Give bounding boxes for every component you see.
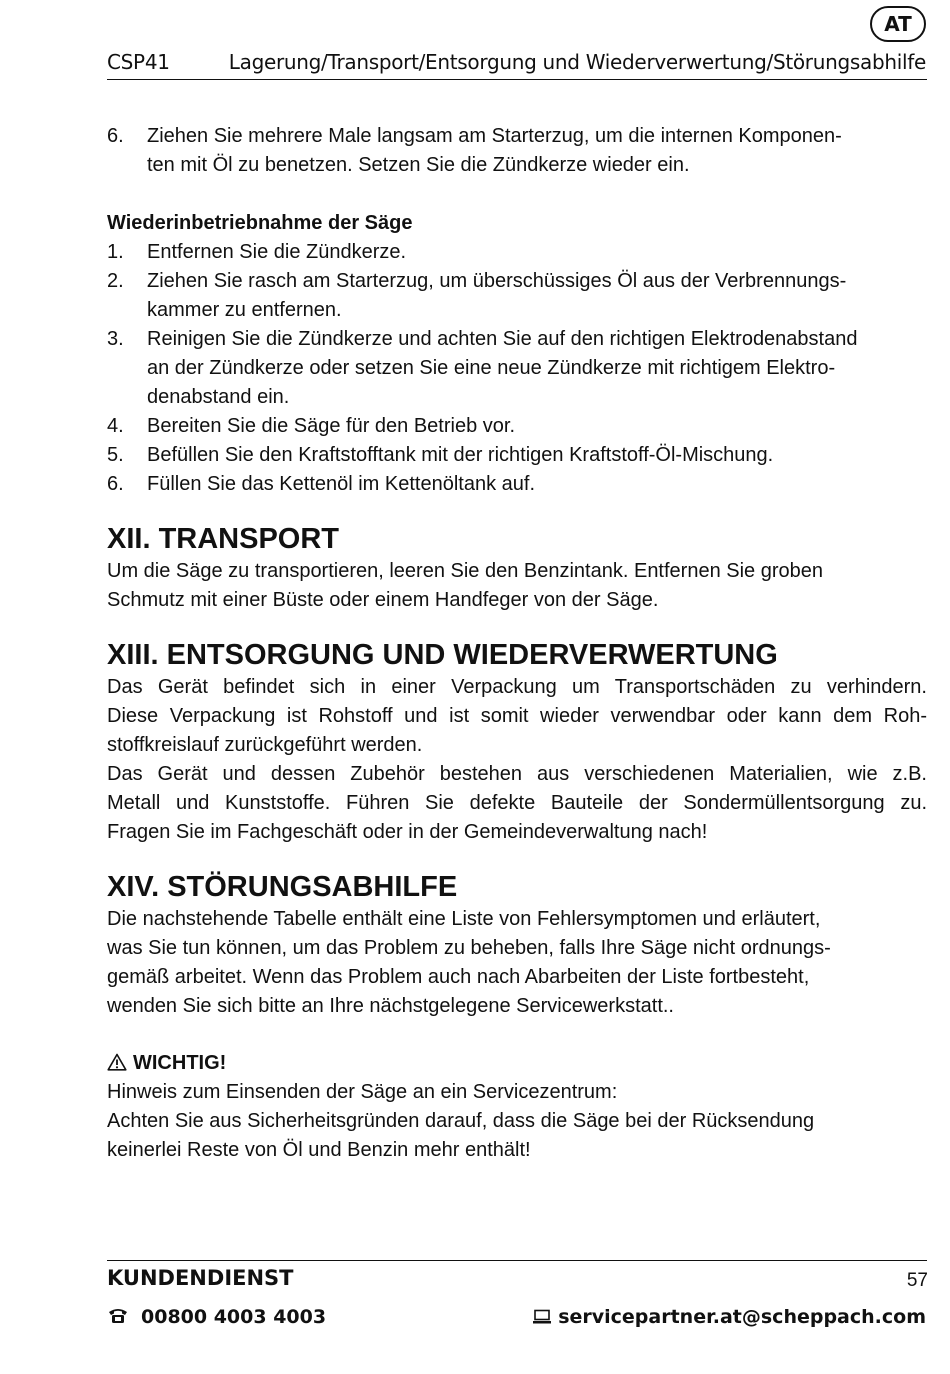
footer-title: KUNDENDIENST <box>107 1266 294 1290</box>
footer-email <box>532 1306 926 1328</box>
important-label: WICHTIG! <box>133 1052 227 1074</box>
telephone-icon <box>107 1307 129 1325</box>
step-text: Reinigen Sie die Zündkerze und achten Sie auf den richtigen Elektrodenabstand <box>147 328 858 350</box>
disposal-text: stoffkreislauf zurückgeführt werden. <box>107 734 423 756</box>
step-text: Ziehen Sie rasch am Starterzug, um überschüssiges Öl aus der Verbrennungs- <box>147 270 847 292</box>
disposal-heading: XIII. ENTSORGUNG UND WIEDERVERWERTUNG <box>107 639 778 671</box>
disposal-text: Das Gerät und dessen Zubehör bestehen aus verschiedenen Materialien, wie z.B. <box>107 763 927 785</box>
step-text: an der Zündkerze oder setzen Sie eine neue Zündkerze mit richtigem Elektro- <box>147 357 836 379</box>
important-text: keinerlei Reste von Öl und Benzin mehr enthält! <box>107 1139 531 1161</box>
email-address[interactable]: servicepartner.at@scheppach.com <box>558 1306 926 1328</box>
step-number: 2. <box>107 270 124 292</box>
restart-heading: Wiederinbetriebnahme der Säge <box>107 212 413 234</box>
warning-triangle-icon <box>107 1053 127 1071</box>
step-number: 5. <box>107 444 124 466</box>
country-badge <box>870 6 926 42</box>
troubleshooting-text: wenden Sie sich bitte an Ihre nächstgelegene Servicewerkstatt.. <box>107 995 674 1017</box>
disposal-text: Diese Verpackung ist Rohstoff und ist somit wieder verwendbar oder kann dem Roh- <box>107 705 927 727</box>
laptop-icon <box>532 1309 552 1325</box>
troubleshooting-text: was Sie tun können, um das Problem zu beheben, falls Ihre Säge nicht ordnungs- <box>107 937 831 959</box>
step-text: Entfernen Sie die Zündkerze. <box>147 241 407 263</box>
page-number: 57 <box>906 1270 928 1291</box>
model-name: CSP41 <box>107 50 170 74</box>
disposal-text: Metall und Kunststoffe. Führen Sie defekte Bauteile der Sondermüllentsorgung zu. <box>107 792 927 814</box>
step-text: denabstand ein. <box>147 386 290 408</box>
transport-text: Schmutz mit einer Büste oder einem Handfeger von der Säge. <box>107 589 659 611</box>
disposal-text: Fragen Sie im Fachgeschäft oder in der Gemeindeverwaltung nach! <box>107 821 708 843</box>
troubleshooting-text: Die nachstehende Tabelle enthält eine Liste von Fehlersymptomen und erläutert, <box>107 908 821 930</box>
footer-phone <box>107 1306 326 1328</box>
step-text: Bereiten Sie die Säge für den Betrieb vor. <box>147 415 516 437</box>
important-text: Achten Sie aus Sicherheitsgründen darauf, dass die Säge bei der Rücksendung <box>107 1110 815 1132</box>
footer-rule <box>107 1260 927 1261</box>
step-text: ten mit Öl zu benetzen. Setzen Sie die Zündkerze wieder ein. <box>147 154 690 176</box>
step-number: 4. <box>107 415 124 437</box>
important-text: Hinweis zum Einsenden der Säge an ein Servicezentrum: <box>107 1081 618 1103</box>
important-heading <box>107 1049 226 1078</box>
transport-text: Um die Säge zu transportieren, leeren Sie den Benzintank. Entfernen Sie groben <box>107 560 823 582</box>
transport-heading: XII. TRANSPORT <box>107 523 340 555</box>
step-number: 3. <box>107 328 124 350</box>
step-number: 6. <box>107 473 124 495</box>
header-rule <box>107 79 927 80</box>
phone-number[interactable]: 00800 4003 4003 <box>141 1306 327 1328</box>
step-text: Befüllen Sie den Kraftstofftank mit der richtigen Kraftstoff-Öl-Mischung. <box>147 444 774 466</box>
step-text: Ziehen Sie mehrere Male langsam am Starterzug, um die internen Komponen- <box>147 125 842 147</box>
country-code: AT <box>884 12 912 36</box>
step-text: Füllen Sie das Kettenöl im Kettenöltank auf. <box>147 473 536 495</box>
step-text: kammer zu entfernen. <box>147 299 342 321</box>
step-number: 6. <box>107 125 124 147</box>
troubleshooting-heading: XIV. STÖRUNGSABHILFE <box>107 871 458 903</box>
step-number: 1. <box>107 241 124 263</box>
troubleshooting-text: gemäß arbeitet. Wenn das Problem auch nach Abarbeiten der Liste fortbesteht, <box>107 966 810 988</box>
disposal-text: Das Gerät befindet sich in einer Verpackung um Transportschäden zu verhindern. <box>107 676 927 698</box>
header-title: Lagerung/Transport/Entsorgung und Wiederverwertung/Störungsabhilfe <box>228 50 926 74</box>
